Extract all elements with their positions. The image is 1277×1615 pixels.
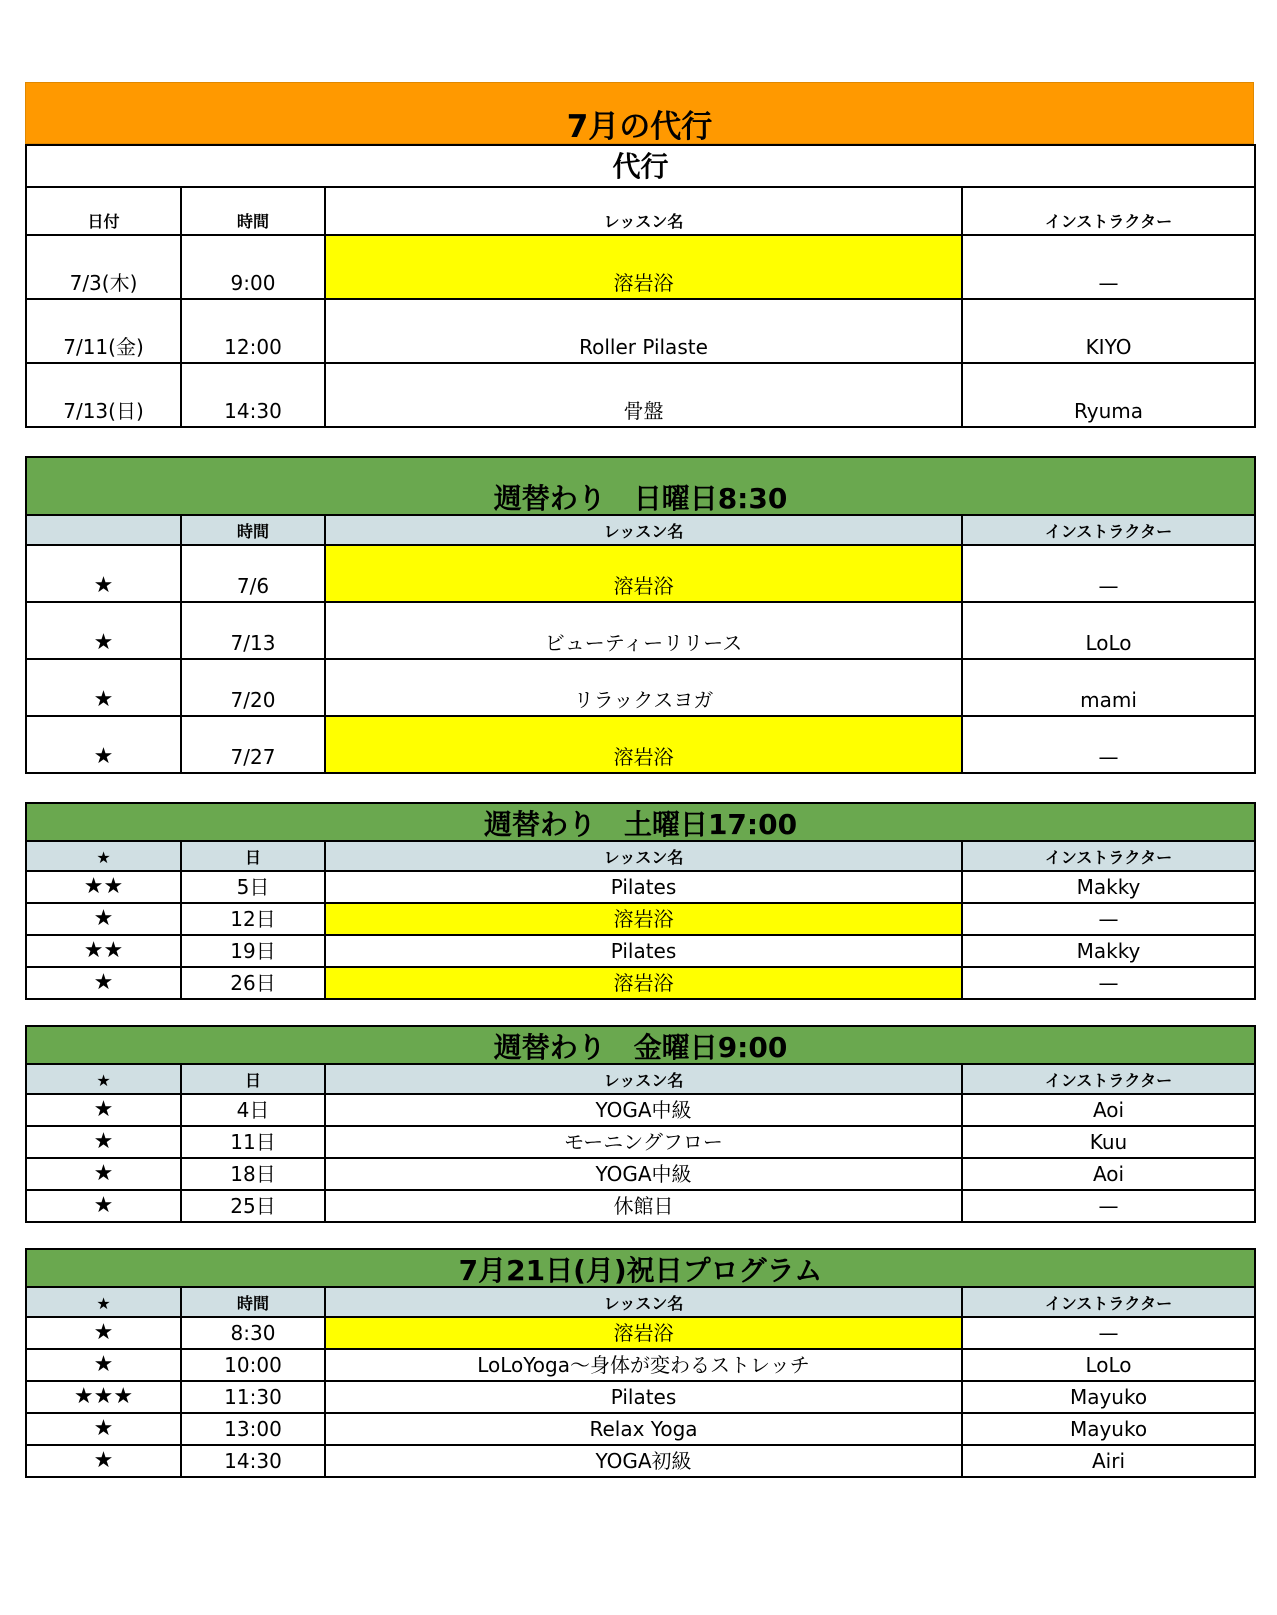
- time-cell: 7/20: [181, 659, 325, 716]
- rating-cell: ★: [26, 1317, 181, 1349]
- section-title-row: [26, 1026, 1255, 1064]
- lesson-cell: YOGA初級: [325, 1445, 962, 1477]
- instructor-cell: Mayuko: [962, 1381, 1255, 1413]
- header-col-mark: ★: [26, 1287, 181, 1317]
- holiday-section: [25, 1248, 1254, 1478]
- table-row: [26, 935, 1255, 967]
- instructor-cell: Kuu: [962, 1126, 1255, 1158]
- instructor-cell: Aoi: [962, 1094, 1255, 1126]
- header-col-time: 時間: [181, 1287, 325, 1317]
- instructor-cell: —: [962, 903, 1255, 935]
- section-title: 代行: [26, 145, 1255, 187]
- saturday-table: [25, 802, 1256, 1000]
- rating-cell: ★: [26, 1445, 181, 1477]
- table-row: [26, 1381, 1255, 1413]
- header-col-mark: [26, 515, 181, 545]
- lesson-cell: 骨盤: [325, 363, 962, 427]
- table-row: [26, 602, 1255, 659]
- rating-cell: ★: [26, 545, 181, 602]
- instructor-cell: Mayuko: [962, 1413, 1255, 1445]
- header-col-time: 日: [181, 1064, 325, 1094]
- rating-cell: ★: [26, 1190, 181, 1222]
- section-title: 週替わり 土曜日17:00: [26, 803, 1255, 841]
- rating-cell: ★: [26, 1413, 181, 1445]
- instructor-cell: LoLo: [962, 602, 1255, 659]
- section-title: 週替わり 日曜日8:30: [26, 457, 1255, 515]
- time-cell: 4日: [181, 1094, 325, 1126]
- section-title: 7月21日(月)祝日プログラム: [26, 1249, 1255, 1287]
- instructor-cell: —: [962, 1190, 1255, 1222]
- time-cell: 13:00: [181, 1413, 325, 1445]
- table-row: [26, 1317, 1255, 1349]
- rating-cell: ★★★: [26, 1381, 181, 1413]
- time-cell: 8:30: [181, 1317, 325, 1349]
- time-cell: 11日: [181, 1126, 325, 1158]
- time-cell: 18日: [181, 1158, 325, 1190]
- lesson-cell: 溶岩浴: [325, 1317, 962, 1349]
- time-cell: 19日: [181, 935, 325, 967]
- section-title-row: [26, 803, 1255, 841]
- header-col-instructor: インストラクター: [962, 515, 1255, 545]
- lesson-cell: モーニングフロー: [325, 1126, 962, 1158]
- rating-cell: ★: [26, 659, 181, 716]
- time-cell: 5日: [181, 871, 325, 903]
- instructor-cell: —: [962, 716, 1255, 773]
- instructor-cell: Airi: [962, 1445, 1255, 1477]
- instructor-cell: Makky: [962, 871, 1255, 903]
- time-cell: 7/27: [181, 716, 325, 773]
- page-title: 7月の代行: [25, 82, 1254, 144]
- lesson-cell: 溶岩浴: [325, 903, 962, 935]
- header-col-mark: ★: [26, 1064, 181, 1094]
- header-row: [26, 187, 1255, 235]
- lesson-cell: ビューティーリリース: [325, 602, 962, 659]
- header-col-lesson: レッスン名: [325, 841, 962, 871]
- sunday-table: [25, 456, 1256, 774]
- table-row: [26, 1094, 1255, 1126]
- instructor-cell: LoLo: [962, 1349, 1255, 1381]
- lesson-cell: リラックスヨガ: [325, 659, 962, 716]
- instructor-cell: Makky: [962, 935, 1255, 967]
- lesson-cell: YOGA中級: [325, 1158, 962, 1190]
- table-row: [26, 1158, 1255, 1190]
- lesson-cell: 溶岩浴: [325, 967, 962, 999]
- instructor-cell: —: [962, 967, 1255, 999]
- rating-cell: ★: [26, 1094, 181, 1126]
- rating-cell: ★: [26, 602, 181, 659]
- table-row: [26, 716, 1255, 773]
- instructor-cell: Ryuma: [962, 363, 1255, 427]
- time-cell: 12:00: [181, 299, 325, 363]
- header-col-time: 日: [181, 841, 325, 871]
- header-row: [26, 1287, 1255, 1317]
- header-col-time: 時間: [181, 515, 325, 545]
- date-cell: 7/3(木): [26, 235, 181, 299]
- time-cell: 14:30: [181, 363, 325, 427]
- rating-cell: ★★: [26, 871, 181, 903]
- lesson-cell: 溶岩浴: [325, 716, 962, 773]
- table-row: [26, 1349, 1255, 1381]
- header-col-instructor: インストラクター: [962, 187, 1255, 235]
- instructor-cell: mami: [962, 659, 1255, 716]
- header-col-instructor: インストラクター: [962, 1064, 1255, 1094]
- saturday-section: [25, 802, 1254, 1000]
- header-col-time: 時間: [181, 187, 325, 235]
- table-row: [26, 545, 1255, 602]
- header-col-lesson: レッスン名: [325, 515, 962, 545]
- lesson-cell: Pilates: [325, 935, 962, 967]
- substitute-section: [25, 144, 1254, 428]
- holiday-table: [25, 1248, 1256, 1478]
- header-col-lesson: レッスン名: [325, 1064, 962, 1094]
- time-cell: 14:30: [181, 1445, 325, 1477]
- table-row: [26, 1445, 1255, 1477]
- header-col-instructor: インストラクター: [962, 841, 1255, 871]
- time-cell: 12日: [181, 903, 325, 935]
- table-row: [26, 967, 1255, 999]
- time-cell: 10:00: [181, 1349, 325, 1381]
- date-cell: 7/13(日): [26, 363, 181, 427]
- section-title-row: [26, 1249, 1255, 1287]
- header-row: [26, 515, 1255, 545]
- table-row: [26, 1190, 1255, 1222]
- section-title-row: [26, 457, 1255, 515]
- lesson-cell: Pilates: [325, 871, 962, 903]
- lesson-cell: 休館日: [325, 1190, 962, 1222]
- rating-cell: ★: [26, 1349, 181, 1381]
- instructor-cell: —: [962, 545, 1255, 602]
- header-row: [26, 841, 1255, 871]
- table-row: [26, 1126, 1255, 1158]
- rating-cell: ★: [26, 967, 181, 999]
- instructor-cell: —: [962, 235, 1255, 299]
- lesson-cell: 溶岩浴: [325, 545, 962, 602]
- section-title: 週替わり 金曜日9:00: [26, 1026, 1255, 1064]
- header-col-lesson: レッスン名: [325, 1287, 962, 1317]
- lesson-cell: Pilates: [325, 1381, 962, 1413]
- rating-cell: ★: [26, 903, 181, 935]
- substitute-table: [25, 144, 1256, 428]
- time-cell: 9:00: [181, 235, 325, 299]
- table-row: [26, 363, 1255, 427]
- table-row: [26, 235, 1255, 299]
- sunday-section: [25, 456, 1254, 774]
- section-title-row: [26, 145, 1255, 187]
- lesson-cell: 溶岩浴: [325, 235, 962, 299]
- table-row: [26, 659, 1255, 716]
- instructor-cell: Aoi: [962, 1158, 1255, 1190]
- table-row: [26, 871, 1255, 903]
- table-row: [26, 1413, 1255, 1445]
- header-col-lesson: レッスン名: [325, 187, 962, 235]
- rating-cell: ★: [26, 1158, 181, 1190]
- friday-table: [25, 1025, 1256, 1223]
- header-row: [26, 1064, 1255, 1094]
- rating-cell: ★★: [26, 935, 181, 967]
- table-row: [26, 903, 1255, 935]
- instructor-cell: KIYO: [962, 299, 1255, 363]
- lesson-cell: Roller Pilaste: [325, 299, 962, 363]
- rating-cell: ★: [26, 1126, 181, 1158]
- lesson-cell: LoLoYoga～身体が変わるストレッチ: [325, 1349, 962, 1381]
- time-cell: 7/13: [181, 602, 325, 659]
- time-cell: 11:30: [181, 1381, 325, 1413]
- time-cell: 25日: [181, 1190, 325, 1222]
- header-col-mark: 日付: [26, 187, 181, 235]
- lesson-cell: Relax Yoga: [325, 1413, 962, 1445]
- lesson-cell: YOGA中級: [325, 1094, 962, 1126]
- header-col-instructor: インストラクター: [962, 1287, 1255, 1317]
- rating-cell: ★: [26, 716, 181, 773]
- friday-section: [25, 1025, 1254, 1223]
- date-cell: 7/11(金): [26, 299, 181, 363]
- time-cell: 7/6: [181, 545, 325, 602]
- time-cell: 26日: [181, 967, 325, 999]
- header-col-mark: ★: [26, 841, 181, 871]
- instructor-cell: —: [962, 1317, 1255, 1349]
- table-row: [26, 299, 1255, 363]
